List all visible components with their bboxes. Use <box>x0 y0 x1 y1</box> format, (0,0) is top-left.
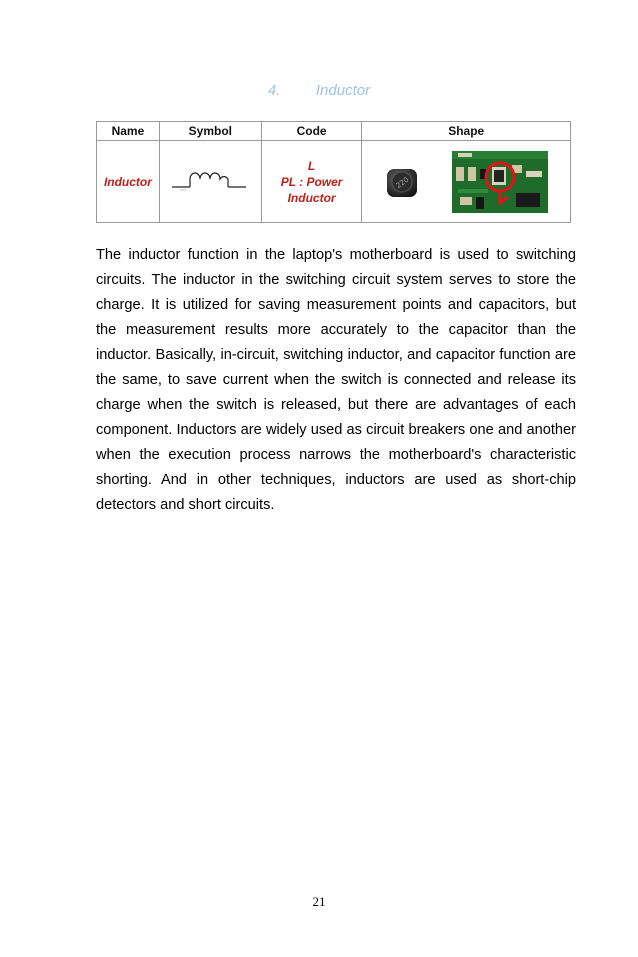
header-shape: Shape <box>362 122 571 141</box>
code-line-2: PL : Power <box>280 174 343 189</box>
header-name: Name <box>97 122 160 141</box>
component-name: Inductor <box>103 174 152 189</box>
header-code: Code <box>261 122 362 141</box>
power-inductor-component-icon <box>384 164 420 200</box>
body-paragraph: The inductor function in the laptop's motherboard is used to switching circuits. The inductor in the switching circuit system serves to store the charge. It is utilized for saving measurement points and capacitors, but the measurement results more accurately to the capacitor than the inductor. Basically, in-circuit, switching inductor, and capacitor function are the same, to save current when the switch is connected and release its charge when the switch is released, but there are advantages of each component. Inductors are widely used as circuit breakers one and another when the execution process narrows the motherboard's characteristic shorting. And in other techniques, inductors are used as short-chip detectors and short circuits. <box>96 247 576 513</box>
cell-code <box>261 141 362 223</box>
page-number: 21 <box>312 894 326 909</box>
code-line-3: Inductor <box>287 190 336 205</box>
section-title: Inductor <box>315 82 371 99</box>
table-row <box>97 141 571 223</box>
section-number: 4. <box>267 82 281 99</box>
cell-symbol <box>159 141 261 223</box>
cell-name <box>97 141 160 223</box>
inductor-symbol-icon <box>168 165 252 195</box>
code-line-1: L <box>307 158 316 173</box>
table-header-row <box>97 122 571 141</box>
component-table <box>96 121 571 223</box>
motherboard-inductor-highlight-image <box>452 151 548 213</box>
header-symbol: Symbol <box>159 122 261 141</box>
section-heading <box>0 82 638 99</box>
svg-text:220: 220 <box>395 175 411 190</box>
cell-shape <box>362 141 571 223</box>
